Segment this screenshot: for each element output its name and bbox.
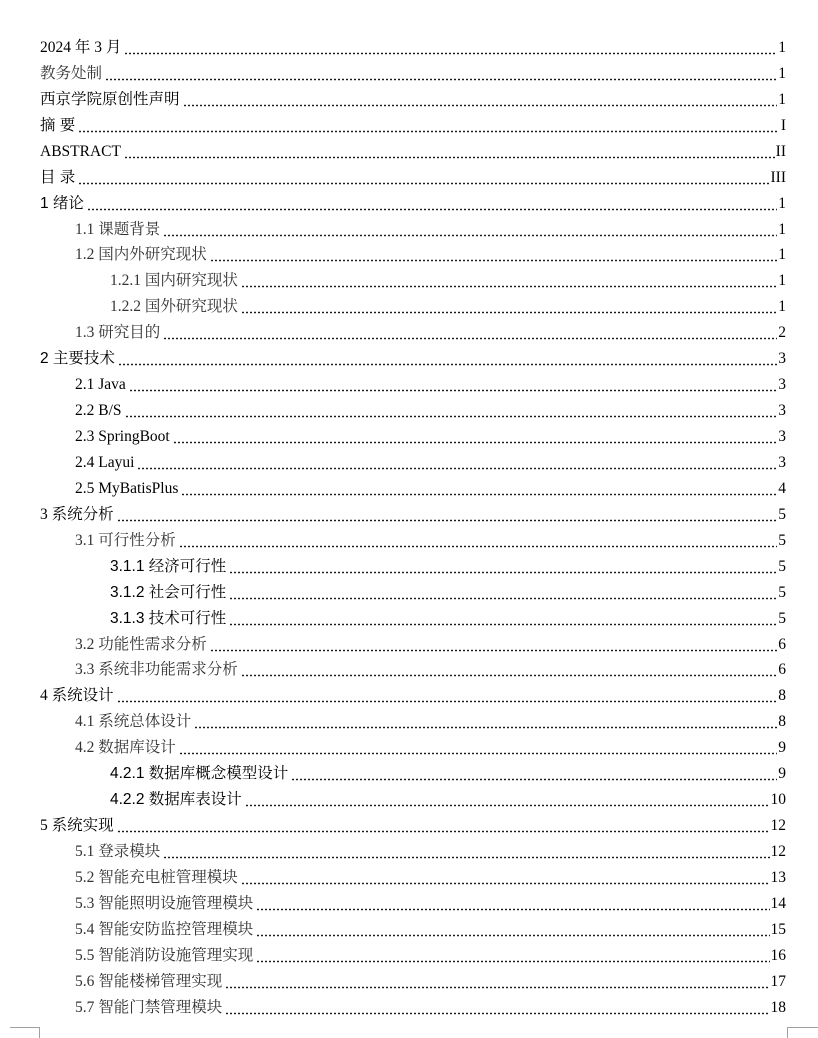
toc-entry[interactable] — [0, 369, 818, 395]
toc-entry-title[interactable]: 4.2.2 数据库表设计 — [110, 791, 242, 809]
toc-entry-title[interactable]: 3.1.2 社会可行性 — [110, 583, 227, 601]
toc-page-number[interactable]: 10 — [770, 791, 786, 809]
toc-entry-title[interactable]: 5.5 智能消防设施管理实现 — [75, 946, 254, 964]
toc-entry-title[interactable]: 3.2 功能性需求分析 — [75, 635, 207, 653]
toc-entry[interactable] — [0, 784, 818, 810]
toc-entry[interactable] — [0, 706, 818, 732]
toc-entry[interactable] — [0, 940, 818, 966]
toc-entry[interactable] — [0, 655, 818, 681]
toc-entry-title[interactable]: 4.1 系统总体设计 — [75, 713, 192, 731]
toc-entry-title[interactable]: 4 系统设计 — [40, 687, 114, 705]
toc-entry[interactable] — [0, 680, 818, 706]
dot-leader — [241, 271, 777, 291]
toc-entry[interactable] — [0, 136, 818, 162]
toc-entry-title[interactable]: 2.5 MyBatisPlus — [75, 479, 179, 497]
dot-leader — [163, 323, 777, 343]
dot-leader — [87, 194, 777, 214]
toc-entry-title[interactable]: 5 系统实现 — [40, 817, 114, 835]
dot-leader — [210, 635, 777, 655]
toc-page-number[interactable]: 1 — [778, 38, 786, 56]
dot-leader — [179, 531, 777, 551]
dot-leader — [229, 557, 777, 577]
dot-leader — [124, 142, 775, 162]
dot-leader — [173, 427, 777, 447]
toc-page-number[interactable]: 1 — [778, 298, 786, 316]
dot-leader — [183, 90, 777, 110]
toc-page-number[interactable]: 4 — [778, 479, 786, 497]
toc-page-number[interactable]: 1 — [778, 194, 786, 212]
dot-leader — [229, 609, 777, 629]
toc-entry-title[interactable]: 4.2.1 数据库概念模型设计 — [110, 765, 289, 783]
toc-entry[interactable] — [0, 162, 818, 188]
dot-leader — [241, 297, 777, 317]
dot-leader — [163, 842, 769, 862]
toc-page-number[interactable]: 1 — [778, 220, 786, 238]
toc-page-number[interactable]: III — [770, 168, 786, 186]
toc-entry-title[interactable]: 3 系统分析 — [40, 505, 114, 523]
dot-leader — [241, 868, 770, 888]
toc-entry[interactable] — [0, 810, 818, 836]
toc-entry-title[interactable]: 摘 要 — [40, 116, 76, 134]
toc-page-number[interactable]: I — [780, 116, 786, 134]
dot-leader — [163, 220, 777, 240]
toc-entry[interactable] — [0, 577, 818, 603]
toc-entry[interactable] — [0, 421, 818, 447]
toc-entry[interactable] — [0, 473, 818, 499]
toc-page-number[interactable]: II — [775, 142, 786, 160]
toc-entry[interactable] — [0, 395, 818, 421]
toc-entry-title[interactable]: 5.1 登录模块 — [75, 843, 161, 860]
toc-page-number[interactable]: 12 — [770, 843, 786, 860]
crop-mark-bottom-right-icon — [787, 1027, 818, 1038]
toc-entry-title[interactable]: ABSTRACT — [40, 142, 121, 160]
toc-entry-title[interactable]: 1.3 研究目的 — [75, 324, 161, 342]
toc-page-number[interactable]: 5 — [778, 583, 786, 601]
dot-leader — [117, 505, 777, 525]
toc-entry[interactable] — [0, 836, 818, 862]
dot-leader — [241, 660, 777, 680]
toc-page-number[interactable]: 3 — [778, 453, 786, 471]
toc-entry[interactable] — [0, 525, 818, 551]
toc-entry-title[interactable]: 1.2.2 国外研究现状 — [110, 298, 238, 316]
toc-page-number[interactable]: 1 — [778, 272, 786, 290]
dot-leader — [129, 375, 777, 395]
toc-entry-title[interactable]: 2.3 SpringBoot — [75, 428, 170, 445]
dot-leader — [225, 998, 769, 1018]
toc-entry-title[interactable]: 2024 年 3 月 — [40, 38, 122, 56]
dot-leader — [125, 401, 777, 421]
dot-leader — [194, 712, 777, 732]
toc-page-number[interactable]: 3 — [778, 376, 786, 394]
toc-entry[interactable] — [0, 862, 818, 888]
toc-entry[interactable] — [0, 265, 818, 291]
toc-page-number[interactable]: 12 — [770, 817, 786, 835]
toc-entry-title[interactable]: 3.1 可行性分析 — [75, 531, 176, 549]
toc-page-number[interactable]: 17 — [770, 972, 786, 990]
toc-entry[interactable] — [0, 914, 818, 940]
toc-entry[interactable] — [0, 58, 818, 84]
toc-page-number[interactable]: 13 — [770, 868, 786, 886]
dot-leader — [137, 453, 777, 473]
toc-page-number[interactable]: 1 — [778, 64, 786, 82]
toc-entry[interactable] — [0, 629, 818, 655]
toc-entry-title[interactable]: 2.4 Layui — [75, 453, 135, 471]
dot-leader — [245, 790, 770, 810]
toc-entry[interactable] — [0, 603, 818, 629]
dot-leader — [225, 972, 769, 992]
toc-entry[interactable] — [0, 966, 818, 992]
dot-leader — [117, 686, 777, 706]
toc-entry[interactable] — [0, 188, 818, 214]
toc-entry[interactable] — [0, 343, 818, 369]
toc-entry[interactable] — [0, 499, 818, 525]
toc-page-number[interactable]: 3 — [778, 402, 786, 420]
toc-page-number[interactable]: 14 — [770, 894, 786, 912]
toc-entry-title[interactable]: 5.2 智能充电桩管理模块 — [75, 868, 238, 886]
toc-page-number[interactable]: 9 — [778, 765, 786, 783]
toc-page-number[interactable]: 16 — [770, 946, 786, 964]
toc-page-number[interactable]: 6 — [778, 661, 786, 679]
toc-entry-title[interactable]: 目 录 — [40, 168, 76, 186]
dot-leader — [210, 245, 777, 265]
toc-page-number[interactable]: 1 — [778, 90, 786, 108]
toc-entry-title[interactable]: 3.1.1 经济可行性 — [110, 557, 227, 575]
toc-page-number[interactable]: 3 — [778, 428, 786, 445]
toc-entry-title[interactable]: 2 主要技术 — [40, 350, 115, 368]
toc-page-number[interactable]: 8 — [778, 713, 786, 731]
dot-leader — [124, 38, 777, 58]
toc-page-number[interactable]: 18 — [770, 998, 786, 1016]
toc-entry-title[interactable]: 4.2 数据库设计 — [75, 739, 176, 757]
toc-entry-title[interactable]: 1.2.1 国内研究现状 — [110, 272, 238, 290]
toc-page-number[interactable]: 5 — [778, 557, 786, 575]
toc-entry[interactable] — [0, 84, 818, 110]
crop-mark-bottom-left-icon — [10, 1027, 40, 1038]
dot-leader — [105, 64, 777, 84]
dot-leader — [78, 168, 769, 188]
toc-entry-title[interactable]: 3.1.3 技术可行性 — [110, 609, 227, 627]
toc-page-number[interactable]: 6 — [778, 635, 786, 653]
toc-entry-title[interactable]: 3.3 系统非功能需求分析 — [75, 661, 238, 679]
toc-page-number[interactable]: 15 — [770, 920, 786, 938]
toc-page-number[interactable]: 8 — [778, 687, 786, 705]
toc-page-number[interactable]: 5 — [778, 609, 786, 627]
toc-entry[interactable] — [0, 758, 818, 784]
dot-leader — [256, 946, 769, 966]
toc-entry[interactable] — [0, 992, 818, 1018]
toc-entry[interactable] — [0, 551, 818, 577]
dot-leader — [229, 583, 777, 603]
toc-entry[interactable] — [0, 240, 818, 266]
toc-entry-title[interactable]: 5.6 智能楼梯管理实现 — [75, 972, 223, 990]
table-of-contents — [0, 32, 818, 1018]
toc-entry-title[interactable]: 1.2 国内外研究现状 — [75, 246, 207, 264]
toc-page-number[interactable]: 3 — [778, 350, 786, 368]
toc-entry[interactable] — [0, 447, 818, 473]
toc-entry-title[interactable]: 1.1 课题背景 — [75, 220, 161, 238]
dot-leader — [256, 920, 769, 940]
toc-entry-title[interactable]: 1 绪论 — [40, 194, 84, 212]
toc-entry[interactable] — [0, 732, 818, 758]
dot-leader — [291, 764, 777, 784]
toc-entry-title[interactable]: 5.7 智能门禁管理模块 — [75, 998, 223, 1016]
toc-entry-title[interactable]: 2.2 B/S — [75, 402, 122, 420]
toc-page-number[interactable]: 9 — [778, 739, 786, 757]
dot-leader — [256, 894, 769, 914]
toc-entry[interactable] — [0, 32, 818, 58]
toc-entry-title[interactable]: 5.3 智能照明设施管理模块 — [75, 894, 254, 912]
toc-entry[interactable] — [0, 888, 818, 914]
toc-entry[interactable] — [0, 291, 818, 317]
dot-leader — [181, 479, 777, 499]
toc-entry[interactable] — [0, 317, 818, 343]
toc-entry-title[interactable]: 西京学院原创性声明 — [40, 90, 180, 108]
toc-page-number[interactable]: 5 — [778, 505, 786, 523]
toc-entry[interactable] — [0, 110, 818, 136]
toc-entry-title[interactable]: 2.1 Java — [75, 376, 126, 394]
toc-page-number[interactable]: 5 — [778, 531, 786, 549]
toc-entry-title[interactable]: 教务处制 — [40, 64, 103, 82]
dot-leader — [117, 816, 770, 836]
toc-entry-title[interactable]: 5.4 智能安防监控管理模块 — [75, 920, 254, 938]
dot-leader — [118, 349, 777, 369]
dot-leader — [78, 116, 777, 136]
dot-leader — [179, 738, 777, 758]
toc-page-number[interactable]: 1 — [778, 246, 786, 264]
toc-page-number[interactable]: 2 — [778, 324, 786, 342]
toc-entry[interactable] — [0, 214, 818, 240]
